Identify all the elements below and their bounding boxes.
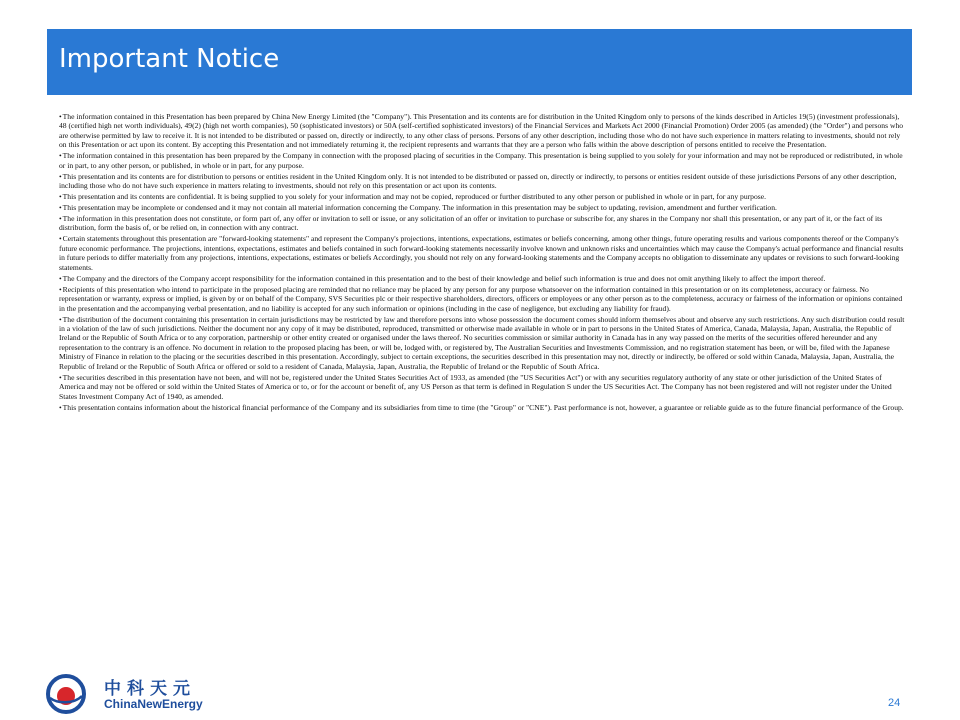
notice-paragraph-text: The information contained in this presentation has been prepared by the Company in connection with the proposed placing of securities in the Company. This presentation is being supplied to you solely for your information and may not be reproduced or redistributed, in whole or in part, to any other person, or published, in whole or in part, for any purpose. bbox=[59, 151, 903, 170]
company-logo bbox=[46, 672, 236, 716]
bullet-marker: • bbox=[59, 402, 62, 412]
logo-english-name: ChinaNewEnergy bbox=[104, 697, 203, 711]
notice-paragraph bbox=[59, 274, 905, 283]
bullet-marker: • bbox=[59, 273, 62, 283]
notice-paragraph-text: The distribution of the document containing this presentation in certain jurisdictions may be restricted by law and therefore persons into whose possession the document comes should inform themselves about and observe any such restrictions. Any such distribution could result in a violation of the law of such jurisdictions. Neither the document nor any copy of it may be distributed, reproduced, transmitted or otherwise made available in whole or in part to persons in the United States of America, Canada, Malaysia, Japan, Australia, the Republic of Ireland or the Republic of South Africa or to any corporation, partnership or other entity created or organised under the laws thereof. No securities commission or similar authority in Canada has in any way passed on the merits of the securities offered hereunder and any representation to the contrary is an offence. No document in relation to the proposed placing has been, or will be, lodged with, or registered by, The Australian Securities and Investments Commission, and no registration statement has been, or will be, filed with the Japanese Ministry of Finance in relation to the placing or the securities described in this presentation. Accordingly, subject to certain exceptions, the securities described in this presentation may not, directly or indirectly, be offered or sold within Canada, Malaysia, Japan, Australia, the Republic of Ireland or the Republic of South Africa or offered or sold to a resident of Canada, Malaysia, Japan, Australia, the Republic of Ireland or the Republic of South Africa. bbox=[59, 314, 905, 371]
notice-paragraph bbox=[59, 234, 905, 272]
notice-paragraph-text: The securities described in this presentation have not been, and will not be, registered under the United States Securities Act of 1933, as amended (the "US Securities Act") or with any securities regulatory authority of any state or other jurisdiction of the United States of America and may not be offered or sold within the United States of America or to, or for the account or benefit of, any US Person as that term is defined in Regulation S under the US Securities Act. The Company has not been registered and will not register under the United States Investment Company Act of 1940, as amended. bbox=[59, 372, 892, 401]
page-number: 24 bbox=[888, 697, 901, 709]
bullet-marker: • bbox=[59, 284, 62, 294]
notice-paragraph bbox=[59, 285, 905, 313]
page-title: Important Notice bbox=[59, 44, 280, 74]
notice-paragraph-text: This presentation contains information about the historical financial performance of the Company and its subsidiaries from time to time (the "Group" or "CNE"). Past performance is not, however, a guarantee or reliable guide as to the future financial performance of the Group. bbox=[62, 402, 904, 412]
notice-paragraph-text: The information in this presentation does not constitute, or form part of, any offer or invitation to sell or issue, or any solicitation of an offer or invitation to purchase or subscribe for, any shares in the Company nor shall this presentation, or any part of it, or the fact of its distribution, form the basis of, or be relied on, in connection with any contract. bbox=[59, 214, 883, 233]
notice-paragraph bbox=[59, 214, 905, 233]
china-new-energy-logo-icon bbox=[46, 674, 86, 714]
notice-paragraph-text: This presentation and its contents are for distribution to persons or entities resident in the United Kingdom only. It is not intended to be distributed or passed on, directly or indirectly, to persons or entities resident outside of these jurisdictions Persons of any other description, including those who do not have such experience in matters relating to investments, should not rely on this presentation or act upon its contents. bbox=[59, 171, 897, 191]
notice-paragraph bbox=[59, 192, 905, 201]
bullet-marker: • bbox=[59, 171, 62, 181]
notice-paragraph-text: Recipients of this presentation who intend to participate in the proposed placing are reminded that no reliance may be placed by any person for any purpose whatsoever on the information contained in this presentation or on its completeness, accuracy or fairness. No representation or warranty, express or implied, is given by or on behalf of the Company, SVS Securities plc or their respective shareholders, directors, officers or employees or any other person as to the completeness, accuracy or fairness of the information or opinions contained in the presentation and the accompanying verbal presentation, and no liability is accepted for any such information or opinions (including in the case of negligence, but excluding any liability for fraud). bbox=[59, 284, 903, 313]
notice-paragraph-text: The information contained in this Presentation has been prepared by China New Energy Limited (the "Company"). This Presentation and its contents are for distribution in the United Kingdom only to persons of the kinds described in Articles 19(5) (investment professionals), 48 (certified high net worth individuals), 49(2) (high net worth companies), 50 (sophisticated investors) or 50A (self-certified sophisticated investors) of the Financial Services and Markets Act 2000 (Financial Promotion) Order 2005 (as amended) (the "Order") and persons who are otherwise permitted by law to receive it. It is not intended to be distributed or passed on, directly or indirectly, to any other class of persons. Persons of any other description, including those who do not have such experience in matters relating to investments, should not rely on this Presentation or act upon its content. By accepting this Presentation and not immediately returning it, the recipient represents and warrants that they are a person who falls within the above description of persons entitled to receive the Presentation. bbox=[59, 112, 904, 150]
bullet-marker: • bbox=[59, 203, 62, 213]
notice-paragraph-text: The Company and the directors of the Company accept responsibility for the information contained in this presentation and to the best of their knowledge and belief such information is true and does not omit anything likely to affect the import thereof. bbox=[62, 273, 826, 283]
bullet-marker: • bbox=[59, 314, 62, 324]
notice-body bbox=[59, 112, 905, 582]
notice-paragraph-text: Certain statements throughout this presentation are "forward-looking statements" and represent the Company's projections, intentions, expectations, estimates or beliefs concerning, among other things, future operating results and various components thereof or the Company's future economic performance. The projections, intentions, expectations, estimates and beliefs contained in such forward-looking statements necessarily involve known and unknown risks and uncertainties which may cause the Company's actual performance and financial results in future periods to differ materially from any projections, intentions, expectations, estimates or beliefs Accordingly, you should not rely on any forward-looking statements and the Company accepts no obligation to disseminate any updates or revisions to such forward-looking statements. bbox=[59, 234, 904, 272]
notice-paragraph-text: This presentation and its contents are confidential. It is being supplied to you solely for your information and may not be copied, reproduced or further distributed to any other person or published in whole or in part, for any purpose. bbox=[62, 192, 766, 202]
notice-paragraph bbox=[59, 172, 905, 191]
notice-paragraph bbox=[59, 112, 905, 150]
notice-paragraph-text: This presentation may be incomplete or condensed and it may not contain all material information concerning the Company. The information in this presentation may be subject to updating, revision, amendment and further verification. bbox=[62, 203, 777, 213]
notice-paragraph bbox=[59, 203, 905, 212]
bullet-marker: • bbox=[59, 151, 62, 161]
bullet-marker: • bbox=[59, 214, 62, 224]
notice-paragraph bbox=[59, 403, 905, 412]
bullet-marker: • bbox=[59, 372, 62, 382]
bullet-marker: • bbox=[59, 192, 62, 202]
notice-paragraph bbox=[59, 151, 905, 170]
bullet-marker: • bbox=[59, 112, 62, 121]
logo-chinese-name: 中科天元 bbox=[104, 679, 196, 699]
notice-paragraph bbox=[59, 315, 905, 372]
bullet-marker: • bbox=[59, 234, 62, 244]
notice-paragraph bbox=[59, 373, 905, 401]
title-banner bbox=[47, 29, 912, 95]
